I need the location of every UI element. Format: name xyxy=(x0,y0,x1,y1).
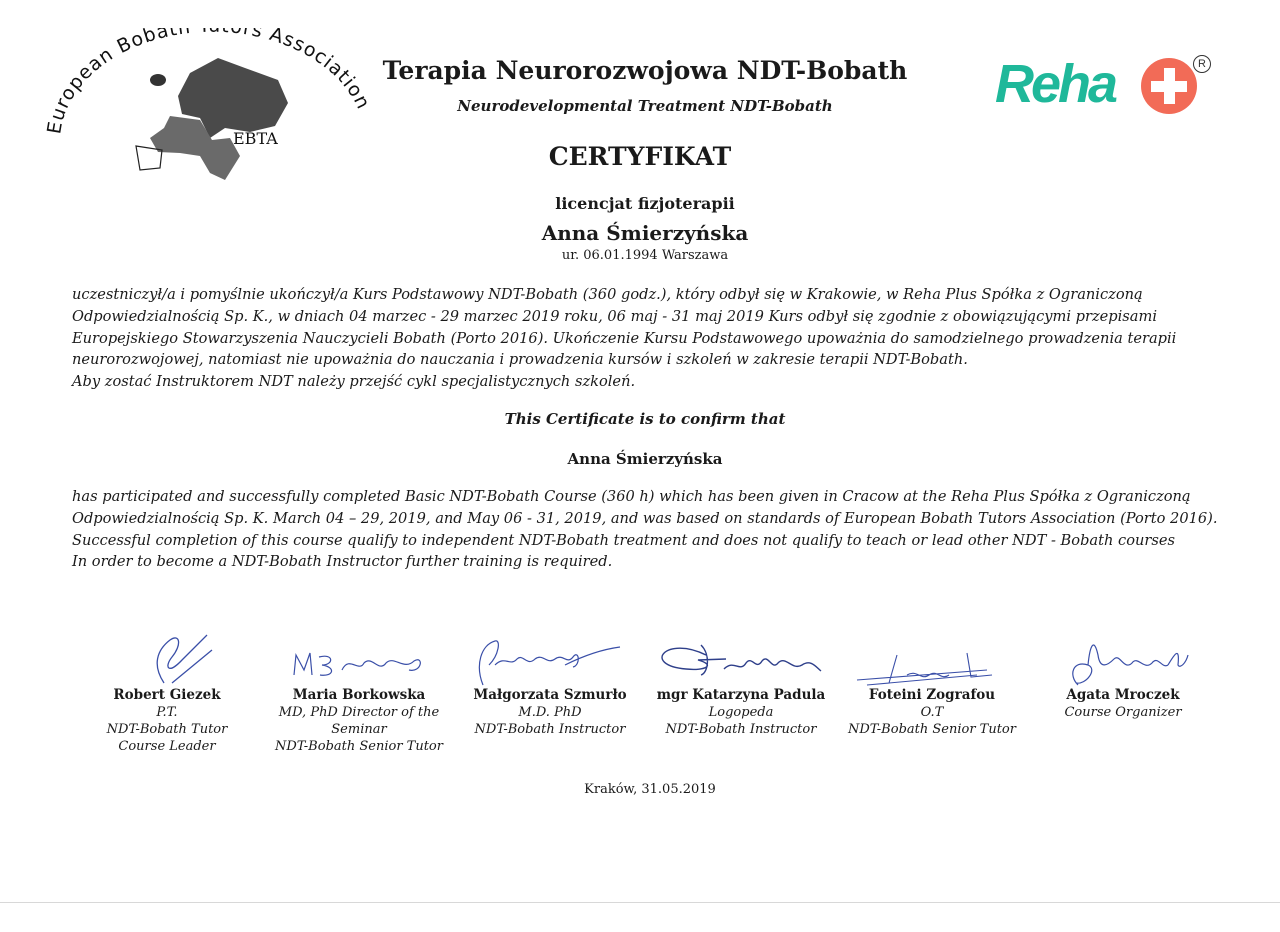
signatory-name: Robert Giezek xyxy=(113,687,221,703)
paragraph-line: Odpowiedzialnością Sp. K. March 04 – 29, 2019, and May 06 - 31, 2019, and was based on standards of European Bobath Tutors Association (Porto 2016). xyxy=(72,509,1218,527)
signatory-role: P.T. xyxy=(156,705,178,720)
page-subtitle: Neurodevelopmental Treatment NDT-Bobath xyxy=(457,97,833,115)
paragraph-line: uczestniczył/a i pomyślnie ukończył/a Kurs Podstawowy NDT-Bobath (360 godz.), który odbył się w Krakowie, w Reha Plus Spółka z Ograniczoną xyxy=(72,286,1143,303)
signatory-role: Course Organizer xyxy=(1064,705,1182,720)
signatory-name: Agata Mroczek xyxy=(1066,687,1180,703)
signatory xyxy=(264,625,454,755)
signatory xyxy=(455,625,645,738)
page-edge-divider xyxy=(0,902,1280,903)
signatory-role: NDT-Bobath Senior Tutor xyxy=(275,739,443,754)
signature-image xyxy=(1028,625,1218,687)
signatory-role: NDT-Bobath Instructor xyxy=(474,722,626,737)
signatory-role: NDT-Bobath Senior Tutor xyxy=(848,722,1016,737)
paragraph-line: Odpowiedzialnością Sp. K., w dniach 04 marzec - 29 marzec 2019 roku, 06 maj - 31 maj 2019 Kurs odbył się zgodnie z obowiązującymi przepisami xyxy=(72,307,1157,325)
signature-image xyxy=(646,625,836,687)
signatory-role: NDT-Bobath Instructor xyxy=(665,722,817,737)
english-paragraph xyxy=(72,486,1222,573)
signatory xyxy=(1028,625,1218,721)
signature-image xyxy=(837,625,1027,687)
signatory-name: Maria Borkowska xyxy=(292,687,426,703)
registered-mark-icon: R xyxy=(1193,55,1211,73)
recipient-name-en: Anna Śmierzyńska xyxy=(567,450,723,468)
signatory-role: M.D. PhD xyxy=(518,705,582,720)
paragraph-line: Aby zostać Instruktorem NDT należy przejść cykl specjalistycznych szkoleń. xyxy=(72,373,636,391)
signatory-name: Małgorzata Szmurło xyxy=(473,687,627,703)
paragraph-line: Europejskiego Stowarzyszenia Nauczycieli Bobath (Porto 2016). Ukończenie Kursu Podstawowego upoważnia do samodzielnego prowadzenia terapii xyxy=(72,329,1177,347)
ebta-arc-text: European Bobat rs Association xyxy=(43,28,375,136)
confirm-heading: This Certificate is to confirm that xyxy=(504,410,786,428)
page-title: Terapia Neurorozwojowa NDT-Bobath xyxy=(382,56,908,85)
paragraph-line: In order to become a NDT-Bobath Instructor further training is required. xyxy=(72,553,613,571)
certificate-heading: CERTYFIKAT xyxy=(548,142,732,171)
signatory-role: NDT-Bobath Tutor xyxy=(106,722,228,737)
signature-image xyxy=(264,625,454,687)
polish-paragraph xyxy=(72,284,1222,393)
signature-image xyxy=(455,625,645,687)
ebta-logo xyxy=(40,28,380,193)
signatory-role: O.T xyxy=(920,705,944,720)
reha-logo-text: Reha xyxy=(995,54,1116,114)
europe-map-icon xyxy=(40,28,380,193)
paragraph-line: Successful completion of this course qualify to independent NDT-Bobath treatment and does not qualify to teach or lead other NDT - Bobath courses xyxy=(72,531,1175,549)
signatory xyxy=(646,625,836,738)
signatory xyxy=(837,625,1027,738)
signatory-role: MD, PhD Director of the xyxy=(278,705,440,720)
place-date: Kraków, 31.05.2019 xyxy=(584,782,716,797)
paragraph-line: neurorozwojowej, natomiast nie upoważnia do nauczania i prowadzenia kursów i szkoleń w zakresie terapii NDT-Bobath. xyxy=(72,351,968,369)
signatory-role: Course Leader xyxy=(118,739,216,754)
birth-info: ur. 06.01.1994 Warszawa xyxy=(561,248,729,263)
ebta-abbreviation: EBTA xyxy=(233,129,278,148)
signature-image xyxy=(72,625,262,687)
signatory-name: mgr Katarzyna Padula xyxy=(656,687,826,703)
signatory-role: Seminar xyxy=(331,722,387,737)
plus-circle-icon xyxy=(1141,58,1197,114)
signatory-role: Logopeda xyxy=(708,705,774,720)
signatory-name: Foteini Zografou xyxy=(868,687,996,703)
degree-label: licencjat fizjoterapii xyxy=(555,194,735,213)
reha-logo xyxy=(995,52,1215,122)
signatory xyxy=(72,625,262,755)
recipient-name: Anna Śmierzyńska xyxy=(541,221,749,245)
paragraph-line: has participated and successfully completed Basic NDT-Bobath Course (360 h) which has been given in Cracow at the Reha Plus Spółka z Ograniczoną xyxy=(72,488,1191,505)
